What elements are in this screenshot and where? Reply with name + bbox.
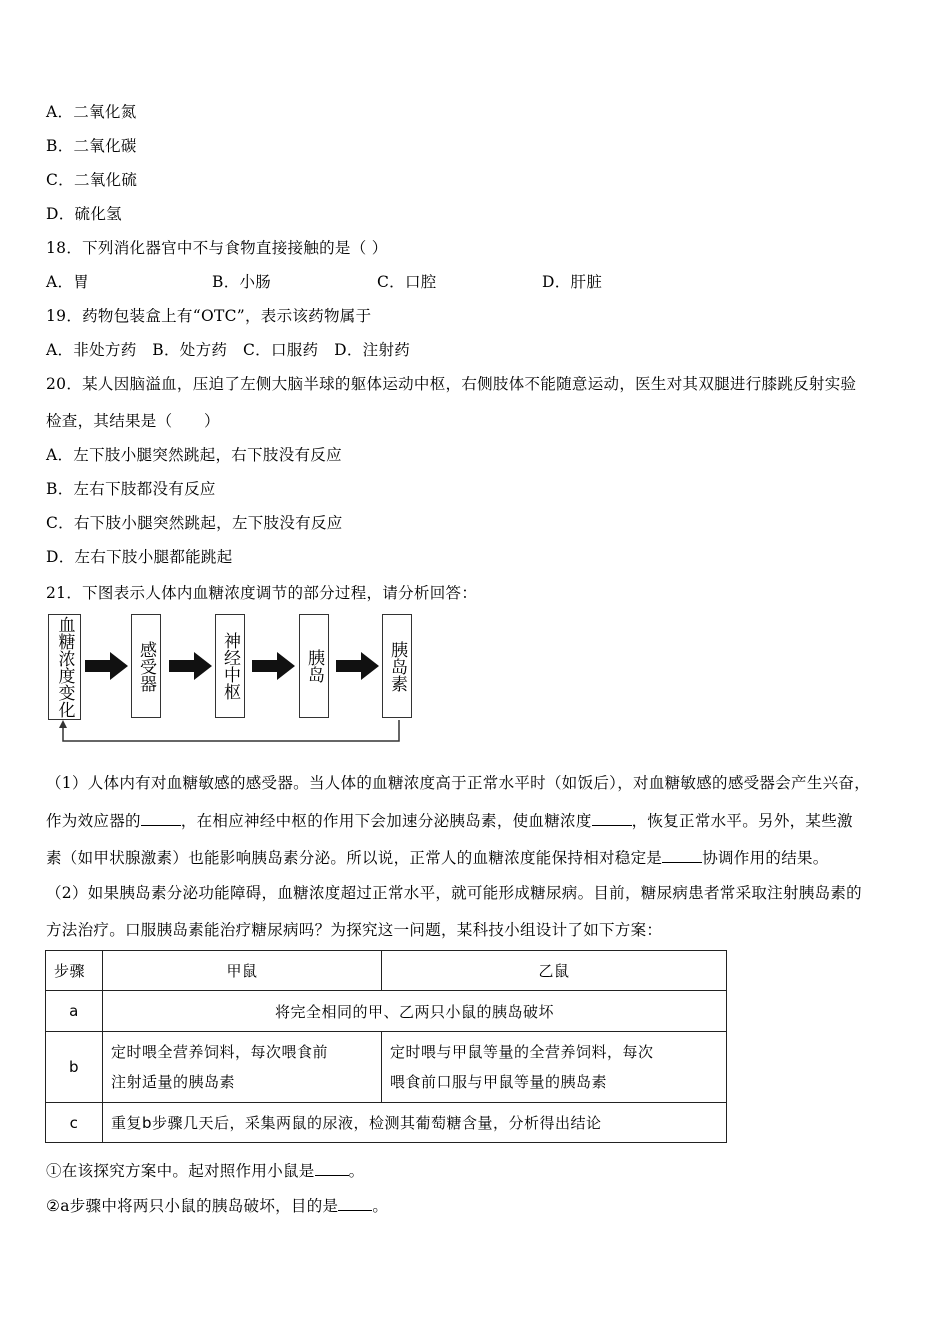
table-header-yi: 乙鼠 [382, 951, 727, 991]
box-insulin: 胰岛素 [382, 614, 412, 718]
table-header-step: 步骤 [46, 951, 103, 991]
q21-p2-line1: （2）如果胰岛素分泌功能障碍，血糖浓度超过正常水平，就可能形成糖尿病。目前，糖尿病患者常采取注射胰岛素的 [46, 884, 862, 902]
q20-stem-line1: 20．某人因脑溢血，压迫了左侧大脑半球的躯体运动中枢，右侧肢体不能随意运动，医生对其双腿进行膝跳反射实验 [46, 375, 857, 393]
q18-stem: 18．下列消化器官中不与食物直接接触的是（ ） [46, 239, 388, 257]
answer-blank-4[interactable] [315, 1161, 349, 1176]
q18-option-d: D．肝脏 [542, 273, 603, 291]
arrow-2 [169, 652, 212, 680]
feedback-line [63, 720, 399, 741]
q21-p1-line2: 作为效应器的 ，在相应神经中枢的作用下会加速分泌胰岛素，使血糖浓度 ，恢复正常水平。另外，某些激 [46, 812, 853, 830]
q19-options: A．非处方药 B．处方药 C．口服药 D．注射药 [46, 341, 411, 359]
q19-stem: 19．药物包装盒上有“OTC”，表示该药物属于 [46, 307, 372, 325]
q20-option-c: C．右下肢小腿突然跳起，左下肢没有反应 [46, 514, 343, 532]
q20-option-d: D．左右下肢小腿都能跳起 [46, 548, 233, 566]
q21-sub2: ②a步骤中将两只小鼠的胰岛破坏，目的是 。 [46, 1197, 389, 1215]
answer-blank-1[interactable] [141, 811, 181, 826]
table-step-c: c [46, 1103, 103, 1143]
box-nerve-center: 神经中枢 [215, 614, 245, 718]
box-blood-sugar-change: 血糖浓度变化 [48, 614, 81, 720]
experiment-table [45, 950, 727, 1143]
q18-option-b: B．小肠 [212, 273, 272, 291]
table-cell-merged: 重复b步骤几天后，采集两鼠的尿液，检测其葡萄糖含量，分析得出结论 [103, 1103, 727, 1143]
q17-option-b: B．二氧化碳 [46, 137, 137, 155]
q21-p1-line3: 素（如甲状腺激素）也能影响胰岛素分泌。所以说，正常人的血糖浓度能保持相对稳定是 协调作用的结果。 [46, 849, 829, 867]
q20-option-a: A．左下肢小腿突然跳起，右下肢没有反应 [46, 446, 342, 464]
table-row [46, 1103, 727, 1143]
q18-option-a: A．胃 [46, 273, 90, 291]
q18-option-c: C．口腔 [377, 273, 437, 291]
answer-blank-2[interactable] [592, 811, 632, 826]
q17-option-c: C．二氧化硫 [46, 171, 138, 189]
arrow-3 [252, 652, 295, 680]
table-cell-yi: 定时喂与甲鼠等量的全营养饲料，每次 喂食前口服与甲鼠等量的胰岛素 [382, 1032, 727, 1103]
q21-stem: 21．下图表示人体内血糖浓度调节的部分过程，请分析回答： [46, 584, 478, 602]
q20-option-b: B．左右下肢都没有反应 [46, 480, 216, 498]
q21-p2-line2: 方法治疗。口服胰岛素能治疗糖尿病吗？为探究这一问题，某科技小组设计了如下方案： [46, 921, 663, 939]
table-cell-jia: 定时喂全营养饲料，每次喂食前 注射适量的胰岛素 [103, 1032, 382, 1103]
q21-p1-line1: （1）人体内有对血糖敏感的感受器。当人体的血糖浓度高于正常水平时（如饭后），对血糖敏感的感受器会产生兴奋， [46, 774, 871, 792]
arrow-4 [336, 652, 379, 680]
q17-option-d: D．硫化氢 [46, 205, 122, 223]
blood-sugar-flow-diagram [42, 608, 422, 748]
table-row [46, 991, 727, 1032]
box-pancreatic-islet: 胰岛 [299, 614, 329, 718]
table-cell-merged: 将完全相同的甲、乙两只小鼠的胰岛破坏 [103, 991, 727, 1032]
table-row [46, 1032, 727, 1103]
q17-option-a: A．二氧化氮 [46, 103, 137, 121]
table-header-jia: 甲鼠 [103, 951, 382, 991]
answer-blank-5[interactable] [338, 1196, 372, 1211]
table-header-row [46, 951, 727, 991]
table-step-a: a [46, 991, 103, 1032]
arrow-1 [85, 652, 128, 680]
feedback-arrowhead [59, 720, 67, 728]
box-receptor: 感受器 [131, 614, 161, 718]
table-step-b: b [46, 1032, 103, 1103]
answer-blank-3[interactable] [662, 848, 702, 863]
q20-stem-line2: 检查，其结果是（ ） [46, 412, 220, 430]
q21-sub1: ①在该探究方案中。起对照作用小鼠是 。 [46, 1162, 365, 1180]
